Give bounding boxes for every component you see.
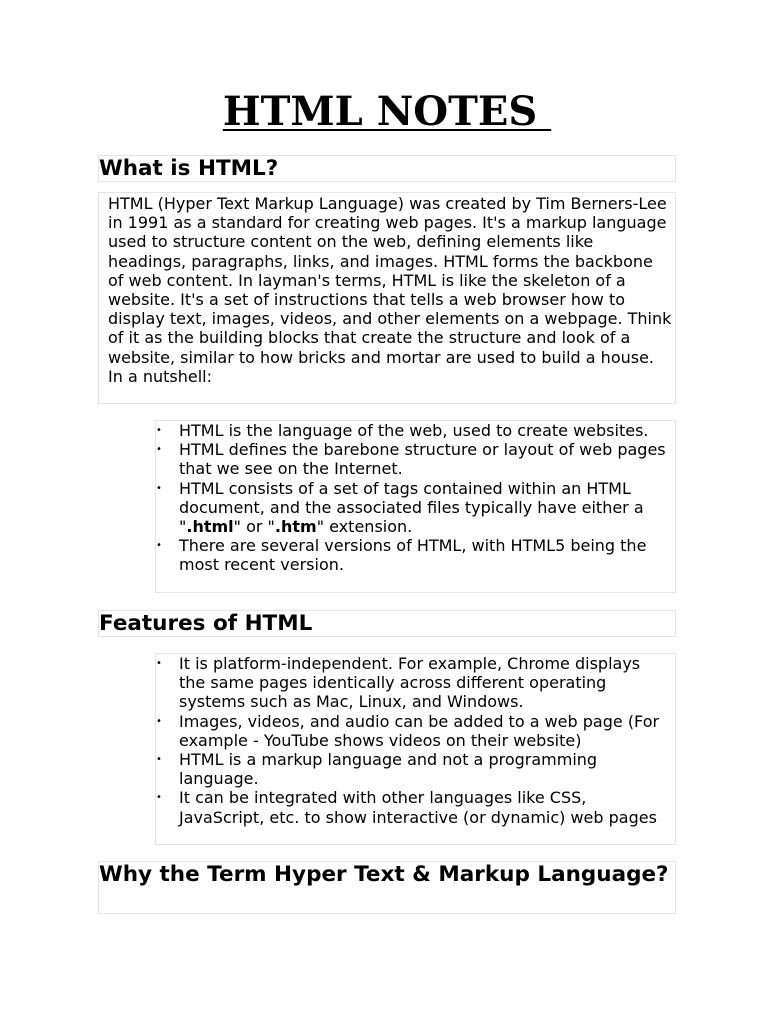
list-item — [156, 712, 675, 750]
list-item-text: There are several versions of HTML, with HTML5 being the most recent version. — [179, 536, 647, 575]
list-item — [156, 421, 675, 440]
section-heading-box — [98, 610, 676, 637]
list-item — [156, 479, 675, 537]
list-item — [156, 536, 675, 574]
document-title-text: HTML NOTES — [222, 88, 552, 135]
list-item — [156, 440, 675, 478]
section-heading-box — [98, 861, 676, 914]
list-item-text: HTML is the language of the web, used to create websites. — [179, 421, 649, 440]
list-item — [156, 654, 675, 712]
document-title — [98, 88, 676, 136]
list-item-text: It is platform-independent. For example, Chrome displays the same pages identically across different operating systems such as Mac, Linux, and Windows. — [179, 654, 641, 712]
intro-paragraph-box — [98, 192, 676, 404]
section-heading-why-term: Why the Term Hyper Text & Markup Language? — [99, 862, 669, 887]
nutshell-list-box — [155, 420, 676, 593]
list-item-text: Images, videos, and audio can be added to a web page (For example - YouTube shows videos on their website) — [179, 711, 660, 750]
list-item — [156, 750, 675, 788]
list-item-text-mid: " or " — [233, 517, 275, 537]
file-extension-htm: .htm — [274, 517, 317, 537]
section-heading-features: Features of HTML — [99, 611, 313, 636]
list-item-text-suffix: " extension. — [316, 517, 413, 537]
list-item-text: HTML defines the barebone structure or layout of web pages that we see on the Internet. — [179, 440, 666, 479]
nutshell-label: In a nutshell: — [108, 366, 212, 386]
list-item — [156, 788, 675, 826]
list-item-text-prefix: HTML consists of a set of tags contained within an HTML document, and the associated files typically have either a " — [179, 478, 644, 537]
nutshell-list — [156, 421, 675, 575]
section-heading-box — [98, 155, 676, 182]
list-item-text: It can be integrated with other languages like CSS, JavaScript, etc. to show interactive (or dynamic) web pages — [179, 788, 657, 827]
section-heading-what-is-html: What is HTML? — [99, 156, 279, 181]
file-extension-html: .html — [186, 517, 234, 537]
intro-paragraph: HTML (Hyper Text Markup Language) was created by Tim Berners-Lee in 1991 as a standard for creating web pages. It's a markup language used to structure content on the web, defining elements like headings, paragraphs, links, and images. HTML forms the backbone of web content. In layman's terms, HTML is like the skeleton of a website. It's a set of instructions that tells a web browser how to display text, images, videos, and other elements on a webpage. Think of it as the building blocks that create the structure and look of a website, similar to how bricks and mortar are used to build a house. — [108, 194, 672, 367]
list-item-text: HTML is a markup language and not a programming language. — [179, 750, 598, 789]
features-list — [156, 654, 675, 827]
features-list-box — [155, 653, 676, 845]
